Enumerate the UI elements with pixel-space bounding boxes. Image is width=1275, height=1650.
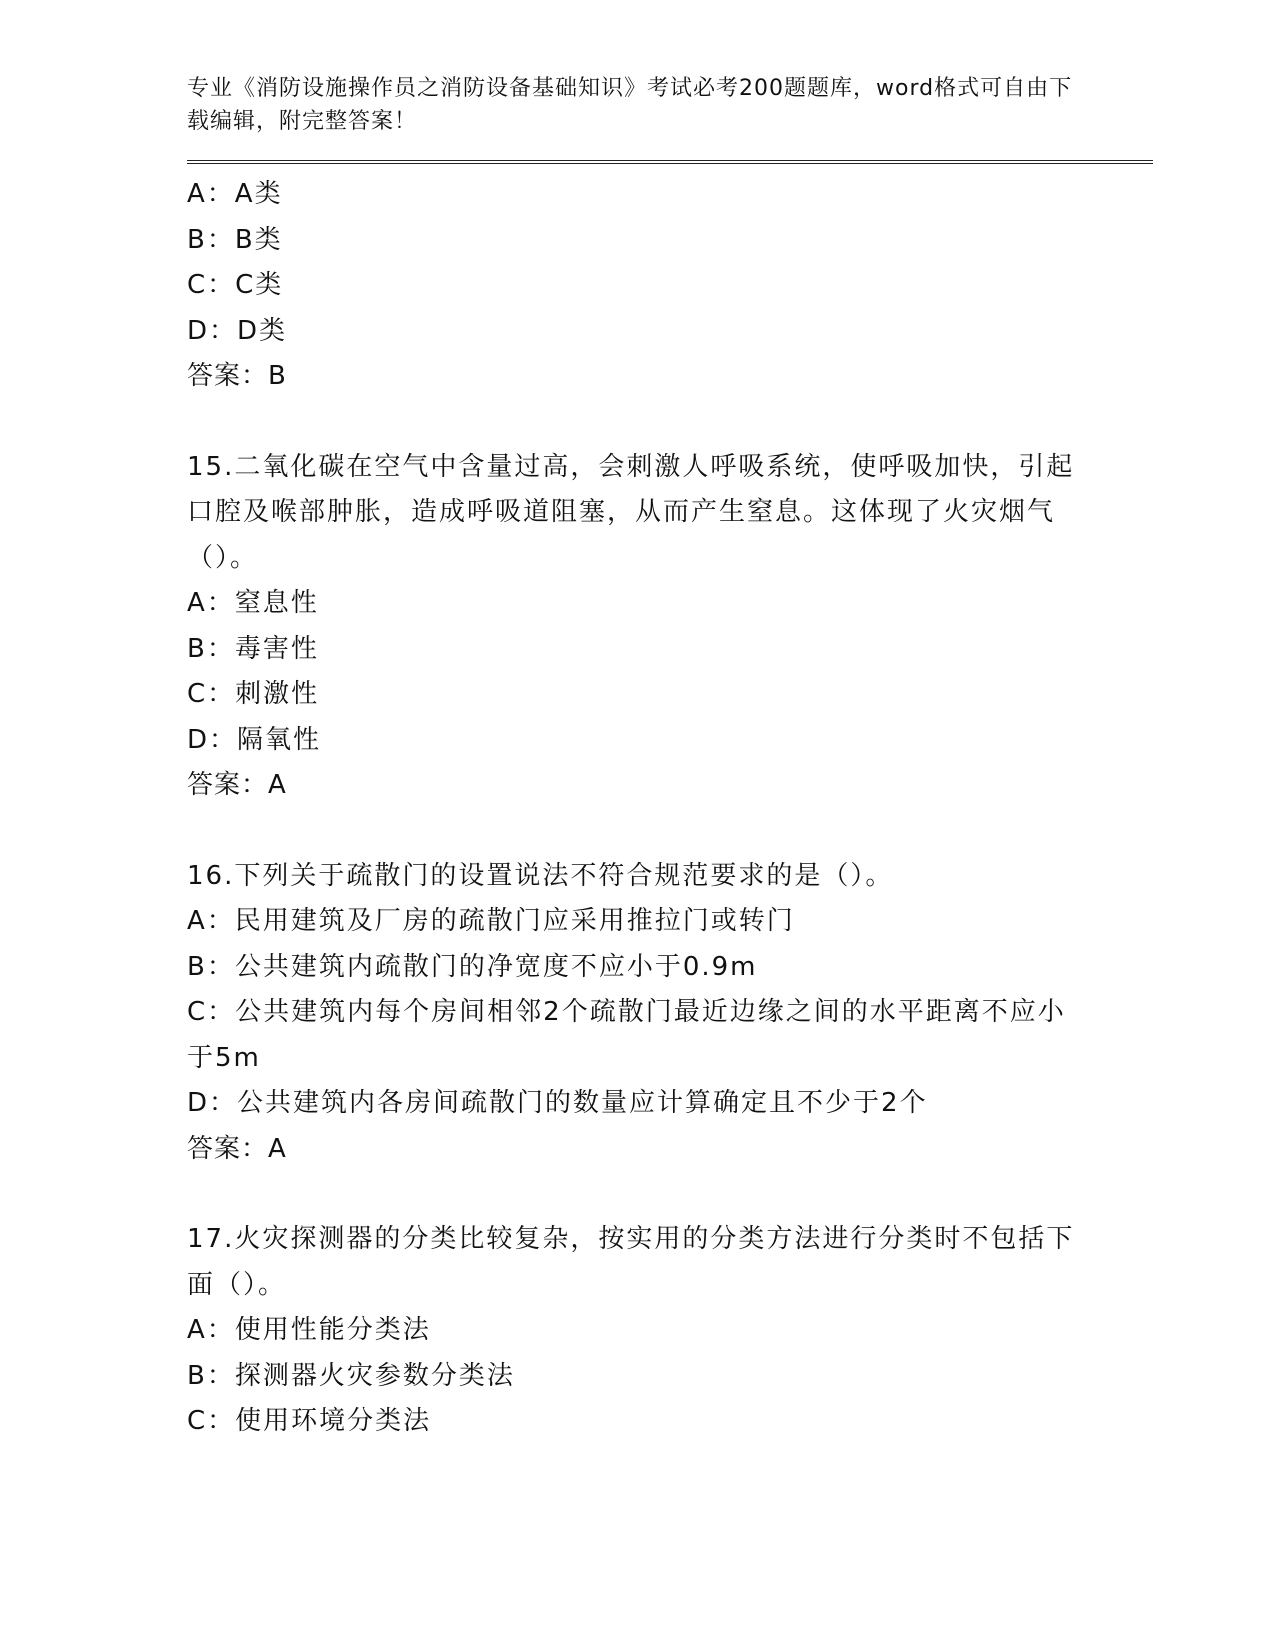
option-b: B：毒害性 [187,633,319,664]
option-c: C：使用环境分类法 [187,1406,432,1436]
question-14-tail [187,172,1147,400]
option-c: C：刺激性 [187,679,320,709]
spacer [187,809,1147,854]
answer-line: 答案：A [187,770,287,800]
option-a: A：民用建筑及厂房的疏散门应采用推拉门或转门 [187,906,795,936]
option-d: D：隔氧性 [187,724,322,755]
question-16 [187,854,1147,1173]
option-b: B：公共建筑内疏散门的净宽度不应小于0.9m [187,951,758,982]
option-a: A：使用性能分类法 [187,1315,431,1345]
option-c: C：C类 [187,270,284,300]
document-header: 专业《消防设施操作员之消防设备基础知识》考试必考200题题库，word格式可自由下载编辑，附完整答案！ [187,76,1073,134]
option-d: D：D类 [187,315,288,346]
question-stem: 16.下列关于疏散门的设置说法不符合规范要求的是（）。 [187,860,894,891]
question-stem: 15.二氧化碳在空气中含量过高，会刺激人呼吸系统，使呼吸加快，引起口腔及喉部肿胀，造成呼吸道阻塞，从而产生窒息。这体现了火灾烟气（）。 [187,451,1075,573]
answer-line: 答案：B [187,361,287,391]
spacer [187,1172,1147,1217]
question-15 [187,445,1147,809]
spacer [187,400,1147,445]
question-17 [187,1217,1147,1445]
header-divider [187,160,1153,164]
answer-line: 答案：A [187,1133,287,1164]
option-a: A：窒息性 [187,588,319,618]
option-b: B：探测器火灾参数分类法 [187,1360,515,1391]
document-page [187,72,1147,1445]
question-stem: 17.火灾探测器的分类比较复杂，按实用的分类方法进行分类时不包括下面（）。 [187,1224,1075,1300]
option-d: D：公共建筑内各房间疏散门的数量应计算确定且不少于2个 [187,1088,928,1118]
option-b: B：B类 [187,224,283,255]
option-c: C：公共建筑内每个房间相邻2个疏散门最近边缘之间的水平距离不应小于5m [187,997,1066,1073]
option-a: A：A类 [187,179,283,209]
